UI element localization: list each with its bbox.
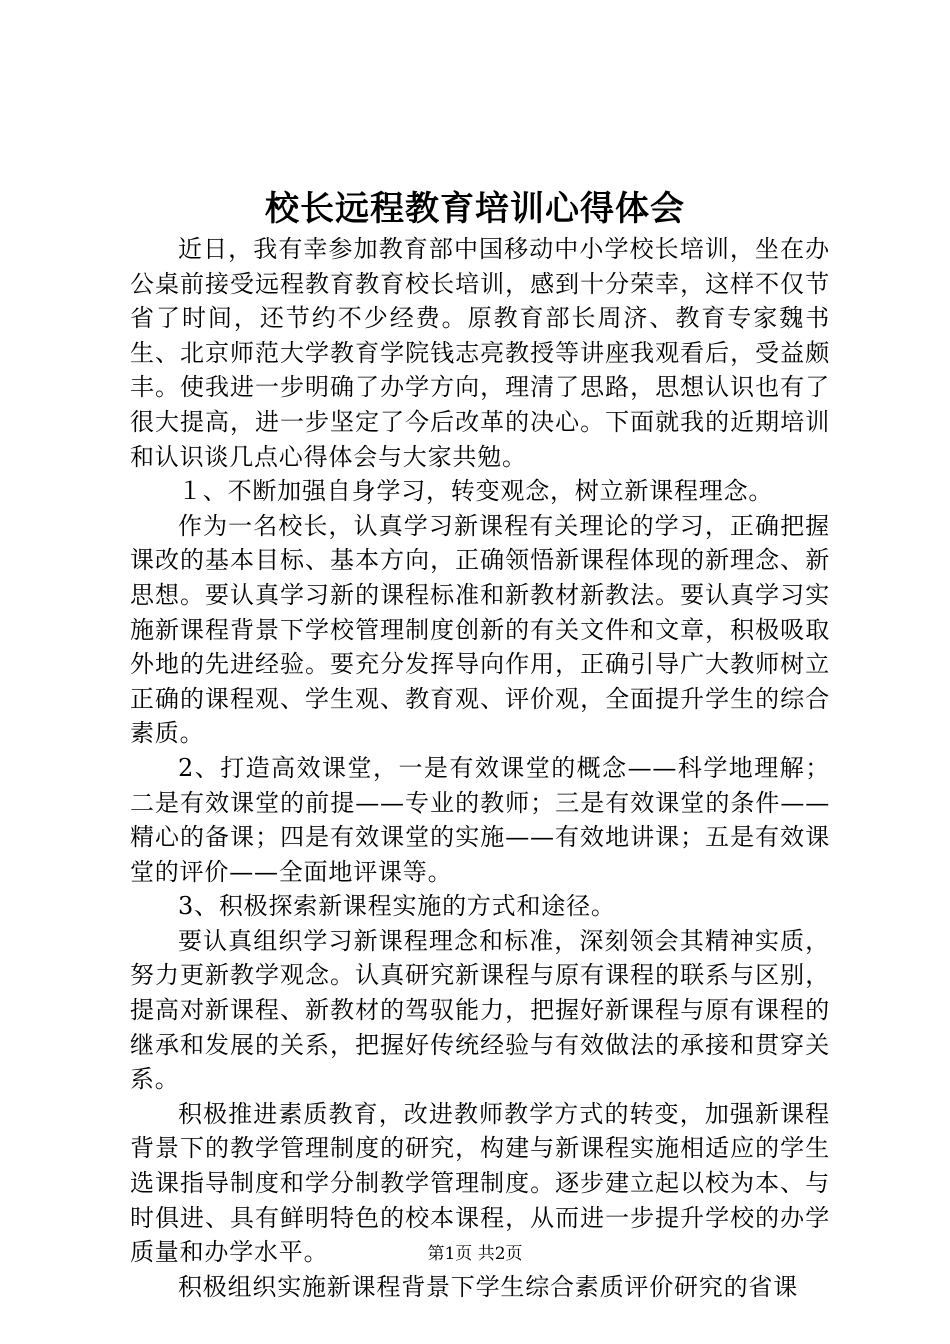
paragraph-efficient-classroom: 2、打造高效课堂，一是有效课堂的概念——科学地理解；二是有效课堂的前提——专业的教师；三是有效课堂的条件——精心的备课；四是有效课堂的实施——有效地讲课；五是有效课堂的评价——全面地评课等。 [130, 753, 830, 886]
document-title: 校长远程教育培训心得体会 [265, 189, 685, 229]
paragraph-heading-1: １、不断加强自身学习，转变观念，树立新课程理念。 [178, 477, 774, 506]
paragraph-heading-3: 3、积极探索新课程实施的方式和途径。 [178, 892, 616, 921]
paragraph-principal-study: 作为一名校长，认真学习新课程有关理论的学习，正确把握课改的基本目标、基本方向，正确领悟新课程体现的新理念、新思想。要认真学习新的课程标准和新教材新教法。要认真学习实施新课程背景下学校管理制度创新的有关文件和文章，积极吸取外地的先进经验。要充分发挥导向作用，正确引导广大教师树立正确的课程观、学生观、教育观、评价观，全面提升学生的综合素质。 [130, 511, 830, 748]
page-number-footer: 第1页 共2页 [427, 1244, 523, 1264]
paragraph-quality-education: 积极推进素质教育，改进教师教学方式的转变，加强新课程背景下的教学管理制度的研究，构建与新课程实施相适应的学生选课指导制度和学分制教学管理制度。逐步建立起以校为本、与时俱进、具有鲜明特色的校本课程，从而进一步提升学校的办学质量和办学水平。 [130, 1099, 830, 1267]
paragraph-curriculum-study: 要认真组织学习新课程理念和标准，深刻领会其精神实质，努力更新教学观念。认真研究新课程与原有课程的联系与区别，提高对新课程、新教材的驾驭能力，把握好新课程与原有课程的继承和发展的关系，把握好传统经验与有效做法的承接和贯穿关系。 [130, 926, 830, 1094]
paragraph-evaluation: 积极组织实施新课程背景下学生综合素质评价研究的省课 [178, 1272, 798, 1301]
paragraph-intro: 近日，我有幸参加教育部中国移动中小学校长培训，坐在办公桌前接受远程教育教育校长培训，感到十分荣幸，这样不仅节省了时间，还节约不少经费。原教育部长周济、教育专家魏书生、北京师范大学教育学院钱志亮教授等讲座我观看后，受益颇丰。使我进一步明确了办学方向，理清了思路，思想认识也有了很大提高，进一步坚定了今后改革的决心。下面就我的近期培训和认识谈几点心得体会与大家共勉。 [130, 235, 830, 471]
document-body [130, 232, 830, 1304]
